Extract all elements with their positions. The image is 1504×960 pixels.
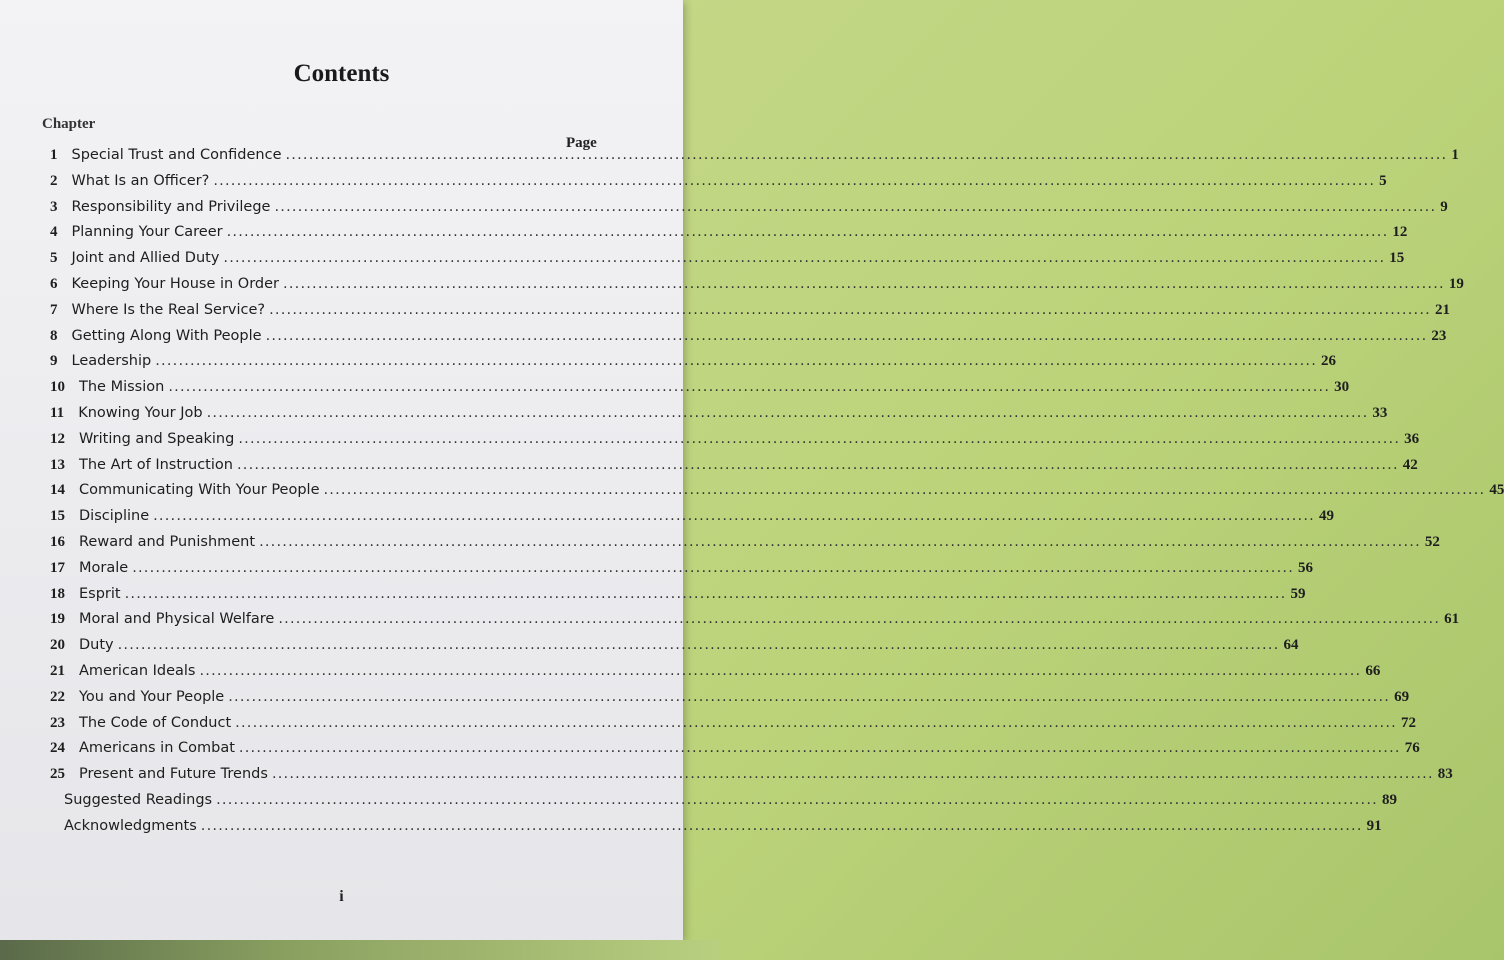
chapter-number: 16 xyxy=(50,533,65,550)
dot-leader: ........................................................................................................................................................................................................ xyxy=(213,172,1376,189)
chapter-page-number: 91 xyxy=(1366,817,1382,834)
chapter-title: Leadership xyxy=(71,353,152,370)
chapter-title: Americans in Combat xyxy=(79,740,235,757)
dot-leader: ........................................................................................................................................................................................................ xyxy=(236,456,1399,473)
dot-leader: ........................................................................................................................................................................................................ xyxy=(155,353,1318,370)
chapter-page-number: 61 xyxy=(1444,611,1460,628)
chapter-page-number: 5 xyxy=(1379,172,1387,189)
chapter-number: 14 xyxy=(50,482,65,499)
chapter-title: American Ideals xyxy=(79,662,196,679)
dot-leader: ........................................................................................................................................................................................................ xyxy=(226,224,1389,241)
chapter-page-number: 45 xyxy=(1489,482,1504,499)
dot-leader: ........................................................................................................................................................................................................ xyxy=(271,766,1434,783)
dot-leader: ........................................................................................................................................................................................................ xyxy=(269,301,1431,318)
background-surface xyxy=(0,940,720,960)
chapter-title: Duty xyxy=(79,637,114,654)
chapter-number: 23 xyxy=(50,714,65,731)
toc-entry xyxy=(50,404,1388,431)
chapter-title: Acknowledgments xyxy=(64,817,197,834)
chapter-number: 1 xyxy=(50,147,58,163)
toc-entry xyxy=(50,533,1440,560)
dot-leader: ........................................................................................................................................................................................................ xyxy=(216,791,1378,808)
chapter-title: Writing and Speaking xyxy=(79,430,235,447)
table-of-contents xyxy=(50,147,1504,844)
toc-entry xyxy=(50,198,1448,225)
dot-leader: ........................................................................................................................................................................................................ xyxy=(124,585,1287,602)
chapter-title: Special Trust and Confidence xyxy=(71,147,282,163)
dot-leader: ........................................................................................................................................................................................................ xyxy=(259,533,1421,550)
chapter-page-number: 33 xyxy=(1372,404,1388,421)
toc-entry xyxy=(50,688,1410,715)
page-number: i xyxy=(339,888,344,905)
chapter-title: Suggested Readings xyxy=(64,791,213,808)
dot-leader: ........................................................................................................................................................................................................ xyxy=(206,404,1369,421)
chapter-title: You and Your People xyxy=(79,688,225,705)
chapter-number: 22 xyxy=(50,688,65,705)
dot-leader: ........................................................................................................................................................................................................ xyxy=(238,740,1401,757)
chapter-title: Moral and Physical Welfare xyxy=(79,611,275,628)
chapter-number: 11 xyxy=(50,404,65,421)
toc-entry xyxy=(50,224,1408,250)
toc-entry xyxy=(50,740,1420,766)
chapter-number: 10 xyxy=(50,379,65,396)
toc-entry xyxy=(50,482,1504,508)
chapter-page-number: 21 xyxy=(1434,301,1450,318)
toc-entry xyxy=(50,662,1381,689)
toc-entry xyxy=(50,172,1387,199)
toc-entry xyxy=(50,714,1416,741)
chapter-title: Discipline xyxy=(79,508,150,525)
chapter-title: Knowing Your Job xyxy=(78,404,203,421)
chapter-page-number: 52 xyxy=(1424,533,1440,550)
chapter-page-number: 69 xyxy=(1394,688,1410,705)
toc-entry xyxy=(50,147,1459,173)
chapter-number: 21 xyxy=(50,662,65,679)
chapter-page-number: 30 xyxy=(1334,379,1350,396)
chapter-page-number: 56 xyxy=(1298,559,1314,576)
chapter-page-number: 49 xyxy=(1318,508,1334,525)
dot-leader: ........................................................................................................................................................................................................ xyxy=(274,198,1437,215)
toc-entry xyxy=(50,791,1397,818)
toc-entry xyxy=(50,353,1337,379)
dot-leader: ........................................................................................................................................................................................................ xyxy=(117,637,1280,654)
toc-entry xyxy=(50,766,1453,792)
chapter-title: Reward and Punishment xyxy=(79,533,256,550)
chapter-number: 20 xyxy=(50,637,65,654)
page-title: Contents xyxy=(293,60,390,87)
dot-leader: ........................................................................................................................................................................................................ xyxy=(199,662,1362,679)
dot-leader: ........................................................................................................................................................................................................ xyxy=(235,714,1397,731)
toc-entry xyxy=(50,275,1464,302)
chapter-title: The Code of Conduct xyxy=(79,714,232,731)
chapter-title: The Art of Instruction xyxy=(79,456,233,473)
chapter-page-number: 59 xyxy=(1290,585,1306,602)
chapter-title: Joint and Allied Duty xyxy=(71,250,220,267)
chapter-page-number: 19 xyxy=(1448,275,1464,292)
toc-entry xyxy=(50,379,1350,405)
dot-leader: ........................................................................................................................................................................................................ xyxy=(323,482,1486,499)
chapter-number: 2 xyxy=(50,172,58,189)
chapter-page-number: 89 xyxy=(1381,791,1397,808)
dot-leader: ........................................................................................................................................................................................................ xyxy=(223,250,1386,267)
chapter-number: 3 xyxy=(50,198,58,215)
toc-entry xyxy=(50,585,1306,612)
chapter-page-number: 42 xyxy=(1402,456,1418,473)
chapter-number: 6 xyxy=(50,275,58,292)
chapter-number: 25 xyxy=(50,766,65,783)
chapter-page-number: 12 xyxy=(1392,224,1408,241)
toc-entry xyxy=(50,301,1450,328)
chapter-title: Responsibility and Privilege xyxy=(71,198,271,215)
chapter-title: Planning Your Career xyxy=(71,224,223,241)
chapter-page-number: 72 xyxy=(1400,714,1416,731)
chapter-number: 13 xyxy=(50,456,65,473)
chapter-number: 7 xyxy=(50,301,58,318)
toc-entry xyxy=(50,559,1314,586)
chapter-title: Communicating With Your People xyxy=(79,482,320,499)
dot-leader: ........................................................................................................................................................................................................ xyxy=(132,559,1295,576)
dot-leader: ........................................................................................................................................................................................................ xyxy=(228,688,1391,705)
chapter-number: 9 xyxy=(50,353,58,370)
chapter-column-header: Chapter xyxy=(42,116,96,132)
dot-leader: ........................................................................................................................................................................................................ xyxy=(278,611,1441,628)
chapter-page-number: 26 xyxy=(1321,353,1337,370)
dot-leader: ........................................................................................................................................................................................................ xyxy=(285,147,1448,163)
toc-entry xyxy=(50,637,1299,663)
chapter-title: Where Is the Real Service? xyxy=(71,301,266,318)
chapter-page-number: 76 xyxy=(1404,740,1420,757)
chapter-page-number: 66 xyxy=(1365,662,1381,679)
dot-leader: ........................................................................................................................................................................................................ xyxy=(265,327,1428,344)
chapter-page-number: 9 xyxy=(1440,198,1448,215)
chapter-title: What Is an Officer? xyxy=(71,172,210,189)
chapter-title: The Mission xyxy=(79,379,165,396)
toc-entry xyxy=(50,327,1447,354)
chapter-title: Present and Future Trends xyxy=(79,766,268,783)
toc-entry xyxy=(50,456,1418,483)
chapter-title: Esprit xyxy=(79,585,121,602)
chapter-title: Morale xyxy=(79,559,129,576)
chapter-title: Getting Along With People xyxy=(71,327,262,344)
toc-entry xyxy=(50,430,1420,457)
chapter-number: 4 xyxy=(50,224,58,241)
chapter-page-number: 23 xyxy=(1431,327,1447,344)
chapter-number: 15 xyxy=(50,508,65,525)
chapter-number: 12 xyxy=(50,430,65,447)
chapter-number: 17 xyxy=(50,559,65,576)
toc-entry xyxy=(50,817,1382,844)
dot-leader: ........................................................................................................................................................................................................ xyxy=(153,508,1315,525)
chapter-number: 24 xyxy=(50,740,65,757)
chapter-number: 5 xyxy=(50,250,58,267)
dot-leader: ........................................................................................................................................................................................................ xyxy=(238,430,1401,447)
chapter-number: 18 xyxy=(50,585,65,602)
chapter-number: 19 xyxy=(50,611,65,628)
chapter-page-number: 15 xyxy=(1389,250,1405,267)
chapter-number: 8 xyxy=(50,327,58,344)
toc-entry xyxy=(50,250,1405,276)
chapter-title: Keeping Your House in Order xyxy=(71,275,280,292)
chapter-page-number: 36 xyxy=(1404,430,1420,447)
dot-leader: ........................................................................................................................................................................................................ xyxy=(200,817,1363,834)
dot-leader: ........................................................................................................................................................................................................ xyxy=(283,275,1445,292)
chapter-page-number: 64 xyxy=(1283,637,1299,654)
chapter-page-number: 83 xyxy=(1437,766,1453,783)
chapter-page-number: 1 xyxy=(1451,147,1459,163)
page-column-header: Page xyxy=(566,135,597,151)
dot-leader: ........................................................................................................................................................................................................ xyxy=(168,379,1331,396)
toc-entry xyxy=(50,508,1334,534)
toc-entry xyxy=(50,611,1460,637)
